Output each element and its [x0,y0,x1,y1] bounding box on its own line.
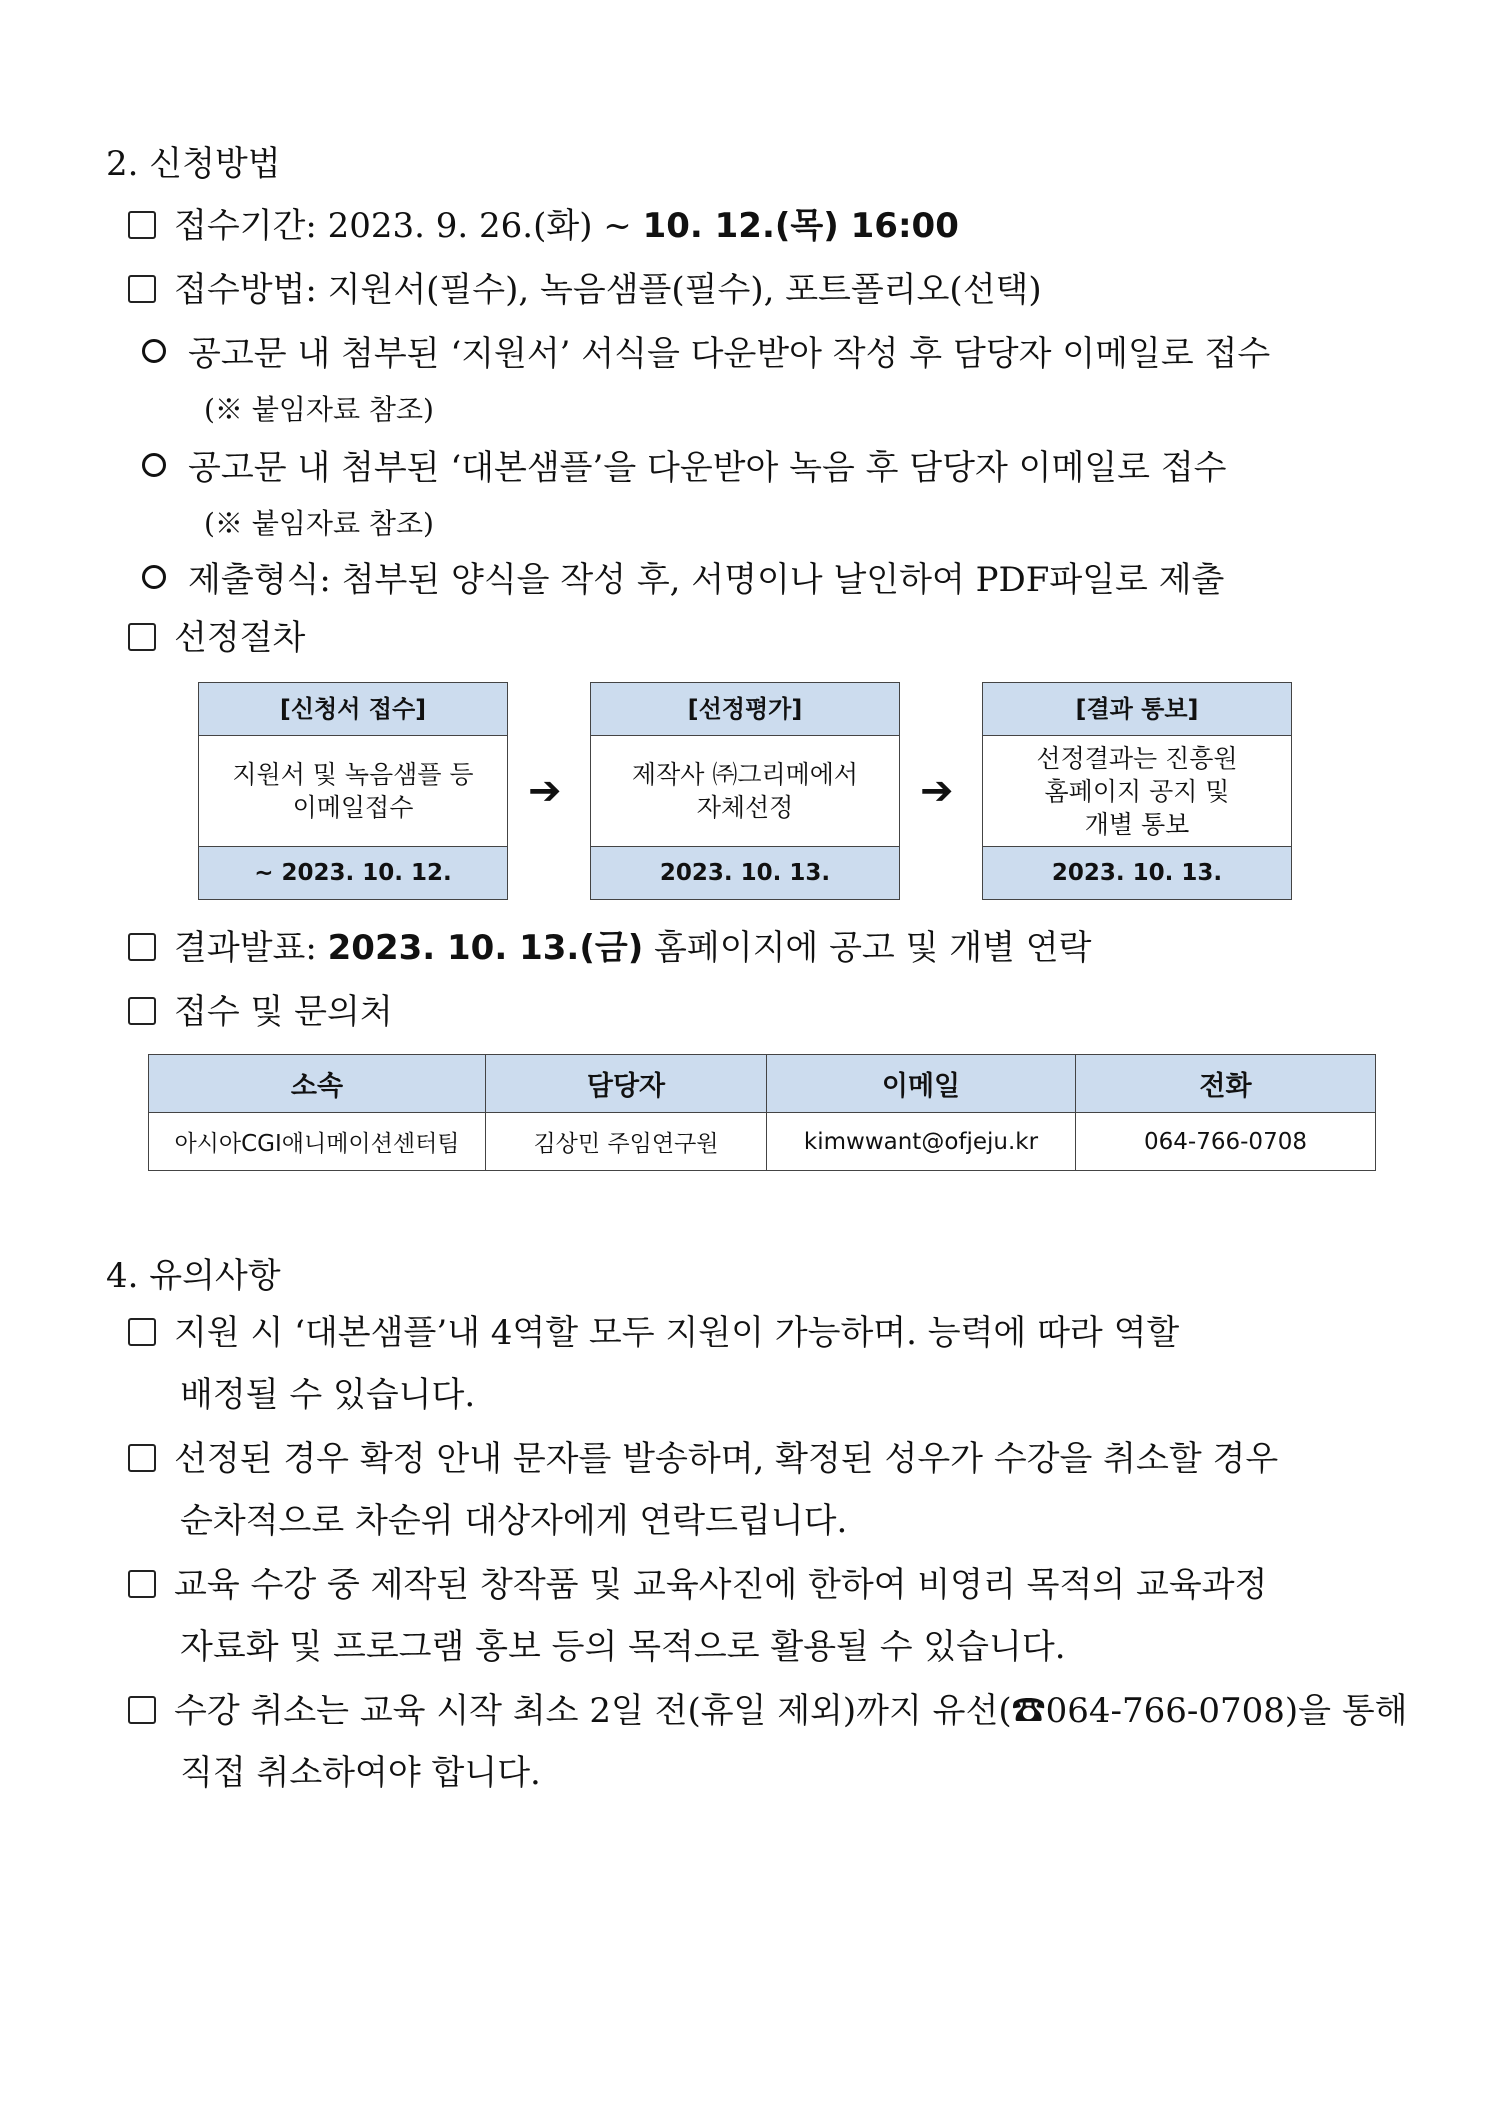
flow-step-date: ~ 2023. 10. 12. [199,846,507,899]
period-label: 접수기간: 2023. 9. 26.(화) ~ [174,206,643,246]
table-header: 담당자 [486,1055,767,1113]
flow-step-header: [결과 통보] [983,683,1291,736]
section-2-title: 2. 신청방법 [106,144,281,184]
period-deadline: 10. 12.(목) 16:00 [642,206,959,246]
checkbox-icon [128,1318,156,1346]
section-4-title: 4. 유의사항 [106,1256,281,1296]
flow-step-date: 2023. 10. 13. [591,846,899,899]
method-text: 접수방법: 지원서(필수), 녹음샘플(필수), 포트폴리오(선택) [174,270,1042,310]
checkbox-icon [128,997,156,1025]
flow-step-header: [선정평가] [591,683,899,736]
method-line [128,262,1042,311]
notice-line-2: 자료화 및 프로그램 홍보 등의 목적으로 활용될 수 있습니다. [180,1627,1066,1667]
table-header-row [149,1055,1376,1113]
checkbox-icon [128,211,156,239]
notice-line-2: 직접 취소하여야 합니다. [180,1753,541,1793]
bullet-3 [142,552,1224,601]
bullet-3-text: 제출형식: 첨부된 양식을 작성 후, 서명이나 날인하여 PDF파일로 제출 [188,560,1225,600]
checkbox-icon [128,1696,156,1724]
flow-step-body: 제작사 ㈜그리메에서 자체선정 [631,760,859,822]
bullet-1-text: 공고문 내 첨부된 ‘지원서’ 서식을 다운받아 작성 후 담당자 이메일로 접수 [188,334,1271,374]
bullet-2-note: (※ 붙임자료 참조) [204,507,434,540]
notice-line-1: 선정된 경우 확정 안내 문자를 발송하며, 확정된 성우가 수강을 취소할 경우 [174,1439,1279,1479]
period-line [128,198,959,247]
circle-bullet-icon [142,339,166,363]
result-date: 2023. 10. 13.(금) [327,928,644,968]
bullet-2-text: 공고문 내 첨부된 ‘대본샘플’을 다운받아 녹음 후 담당자 이메일로 접수 [188,448,1227,488]
notice-item [128,1680,1408,1804]
contact-line [128,984,393,1033]
contact-text: 접수 및 문의처 [174,992,393,1032]
checkbox-icon [128,1444,156,1472]
table-cell-email[interactable]: kimwwant@ofjeju.kr [767,1113,1076,1171]
flow-step-notify [982,682,1292,900]
bullet-1-note: (※ 붙임자료 참조) [204,393,434,426]
flow-step-header: [신청서 접수] [199,683,507,736]
checkbox-icon [128,1570,156,1598]
flow-step-body: 선정결과는 진흥원 홈페이지 공지 및 개별 통보 [1036,743,1238,839]
contact-table [148,1054,1376,1171]
arrow-right-icon: ➔ [528,768,562,814]
checkbox-icon [128,933,156,961]
flow-step-evaluation [590,682,900,900]
bullet-1 [142,326,1270,375]
table-header: 이메일 [767,1055,1076,1113]
table-cell-phone: 064-766-0708 [1076,1113,1376,1171]
result-rest: 홈페이지에 공고 및 개별 연락 [643,928,1092,968]
notice-line-2: 순차적으로 차순위 대상자에게 연락드립니다. [180,1501,848,1541]
circle-bullet-icon [142,453,166,477]
checkbox-icon [128,623,156,651]
table-cell-contact-person: 김상민 주임연구원 [486,1113,767,1171]
result-label: 결과발표: [174,928,328,968]
flow-step-apply [198,682,508,900]
result-line [128,920,1091,969]
notice-line-1: 지원 시 ‘대본샘플’내 4역할 모두 지원이 가능하며. 능력에 따라 역할 [174,1313,1180,1353]
notice-line-1: 수강 취소는 교육 시작 최소 2일 전(휴일 제외)까지 유선(☎064-766-0708)을 통해 [174,1691,1408,1731]
notice-item [128,1554,1267,1678]
table-header: 소속 [149,1055,486,1113]
table-row [149,1113,1376,1171]
notice-line-1: 교육 수강 중 제작된 창작품 및 교육사진에 한하여 비영리 목적의 교육과정 [174,1565,1268,1605]
circle-bullet-icon [142,565,166,589]
flow-step-date: 2023. 10. 13. [983,846,1291,899]
selection-line [128,610,305,659]
notice-item [128,1428,1278,1552]
notice-line-2: 배정될 수 있습니다. [180,1375,476,1415]
table-header: 전화 [1076,1055,1376,1113]
notice-item [128,1302,1179,1426]
arrow-right-icon: ➔ [920,768,954,814]
selection-text: 선정절차 [174,618,306,658]
flow-step-body: 지원서 및 녹음샘플 등 이메일접수 [232,760,474,822]
checkbox-icon [128,275,156,303]
bullet-2 [142,440,1227,489]
table-cell-department: 아시아CGI애니메이션센터팀 [149,1113,486,1171]
